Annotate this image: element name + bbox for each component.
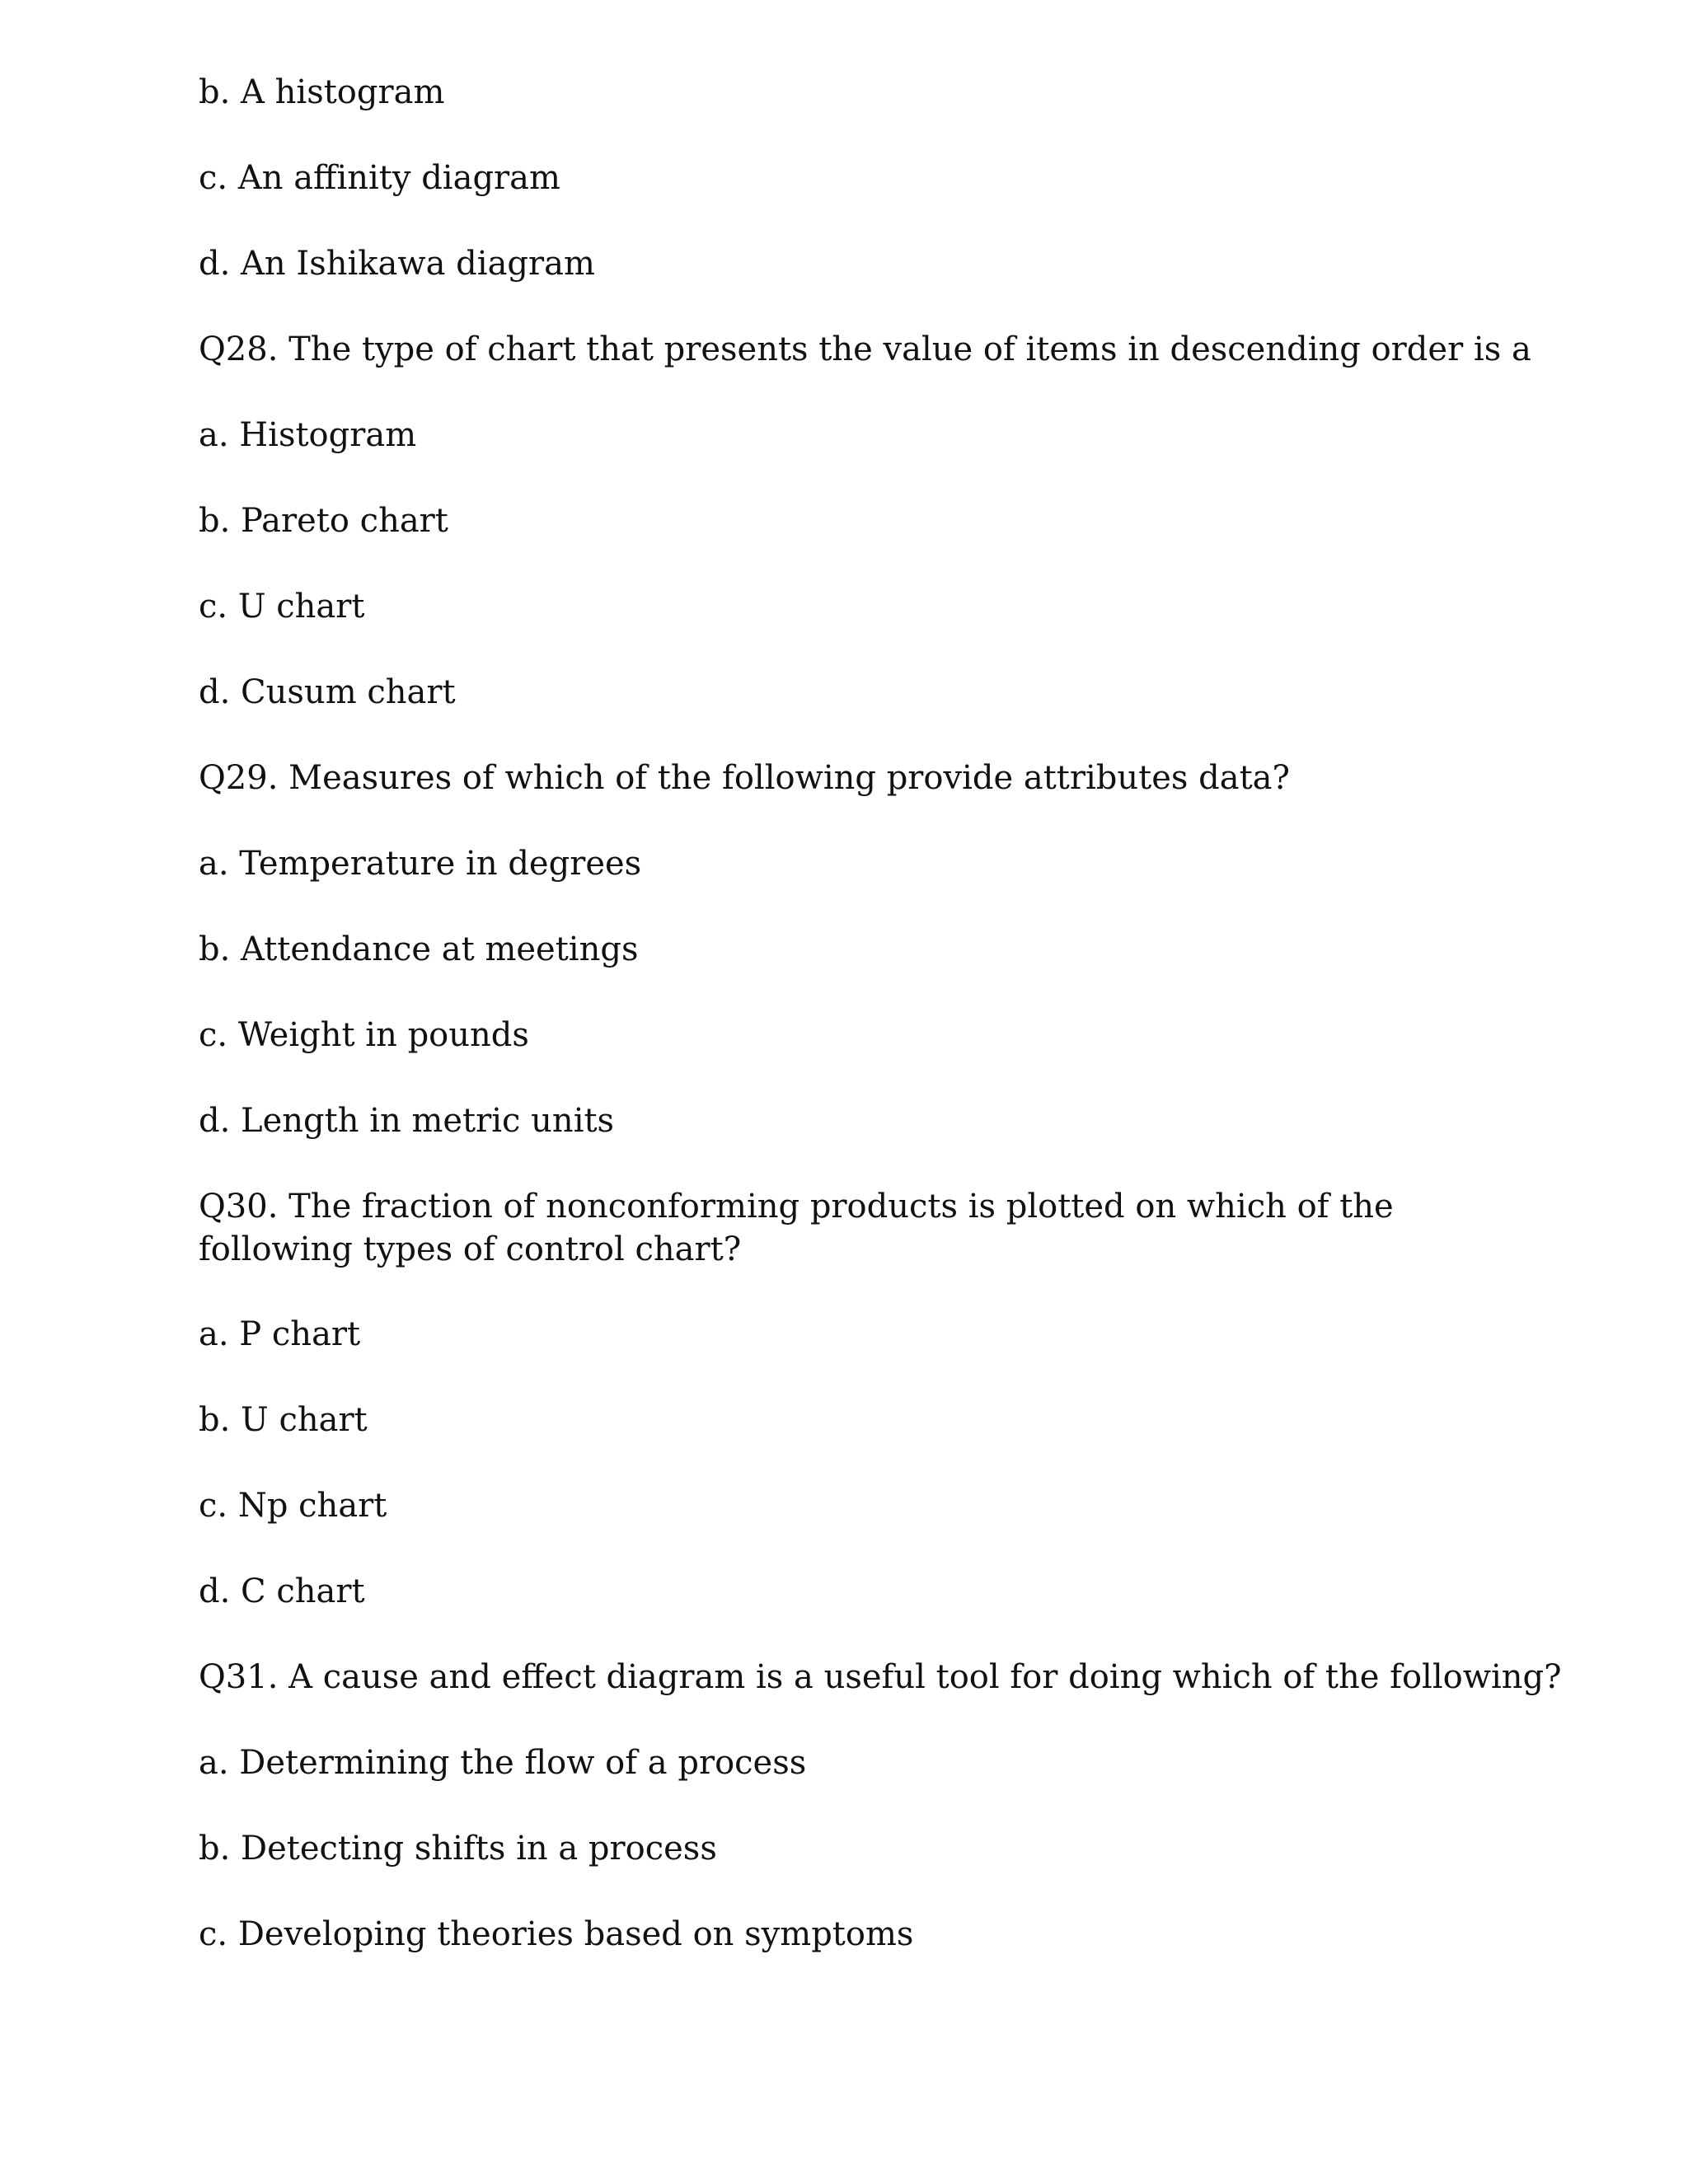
q29-option-d: d. Length in metric units [199, 1102, 615, 1140]
q29-option-a: a. Temperature in degrees [199, 845, 642, 883]
q28-option-d: d. Cusum chart [199, 673, 456, 711]
q28-option-b: b. Pareto chart [199, 502, 448, 540]
q28-option-c: c. U chart [199, 588, 365, 626]
q31-option-c: c. Developing theories based on symptoms [199, 1915, 914, 1953]
q27-option-d: d. An Ishikawa diagram [199, 245, 595, 283]
q30-option-a: a. P chart [199, 1315, 361, 1353]
q29-question: Q29. Measures of which of the following provide attributes data? [199, 759, 1290, 797]
q30-option-b: b. U chart [199, 1401, 368, 1439]
q31-option-b: b. Detecting shifts in a process [199, 1830, 717, 1868]
q31-option-a: a. Determining the flow of a process [199, 1744, 807, 1782]
q28-option-a: a. Histogram [199, 416, 417, 454]
q27-option-c: c. An affinity diagram [199, 159, 560, 197]
q30-option-d: d. C chart [199, 1572, 365, 1610]
q29-option-b: b. Attendance at meetings [199, 930, 639, 968]
q30-option-c: c. Np chart [199, 1487, 387, 1525]
q29-option-c: c. Weight in pounds [199, 1016, 529, 1054]
q28-question: Q28. The type of chart that presents the value of items in descending order is a [199, 330, 1531, 368]
q31-question: Q31. A cause and effect diagram is a useful tool for doing which of the following? [199, 1658, 1562, 1696]
q30-question: Q30. The fraction of nonconforming products is plotted on which of the following types of control chart? [199, 1188, 1394, 1268]
q27-option-b: b. A histogram [199, 73, 445, 111]
